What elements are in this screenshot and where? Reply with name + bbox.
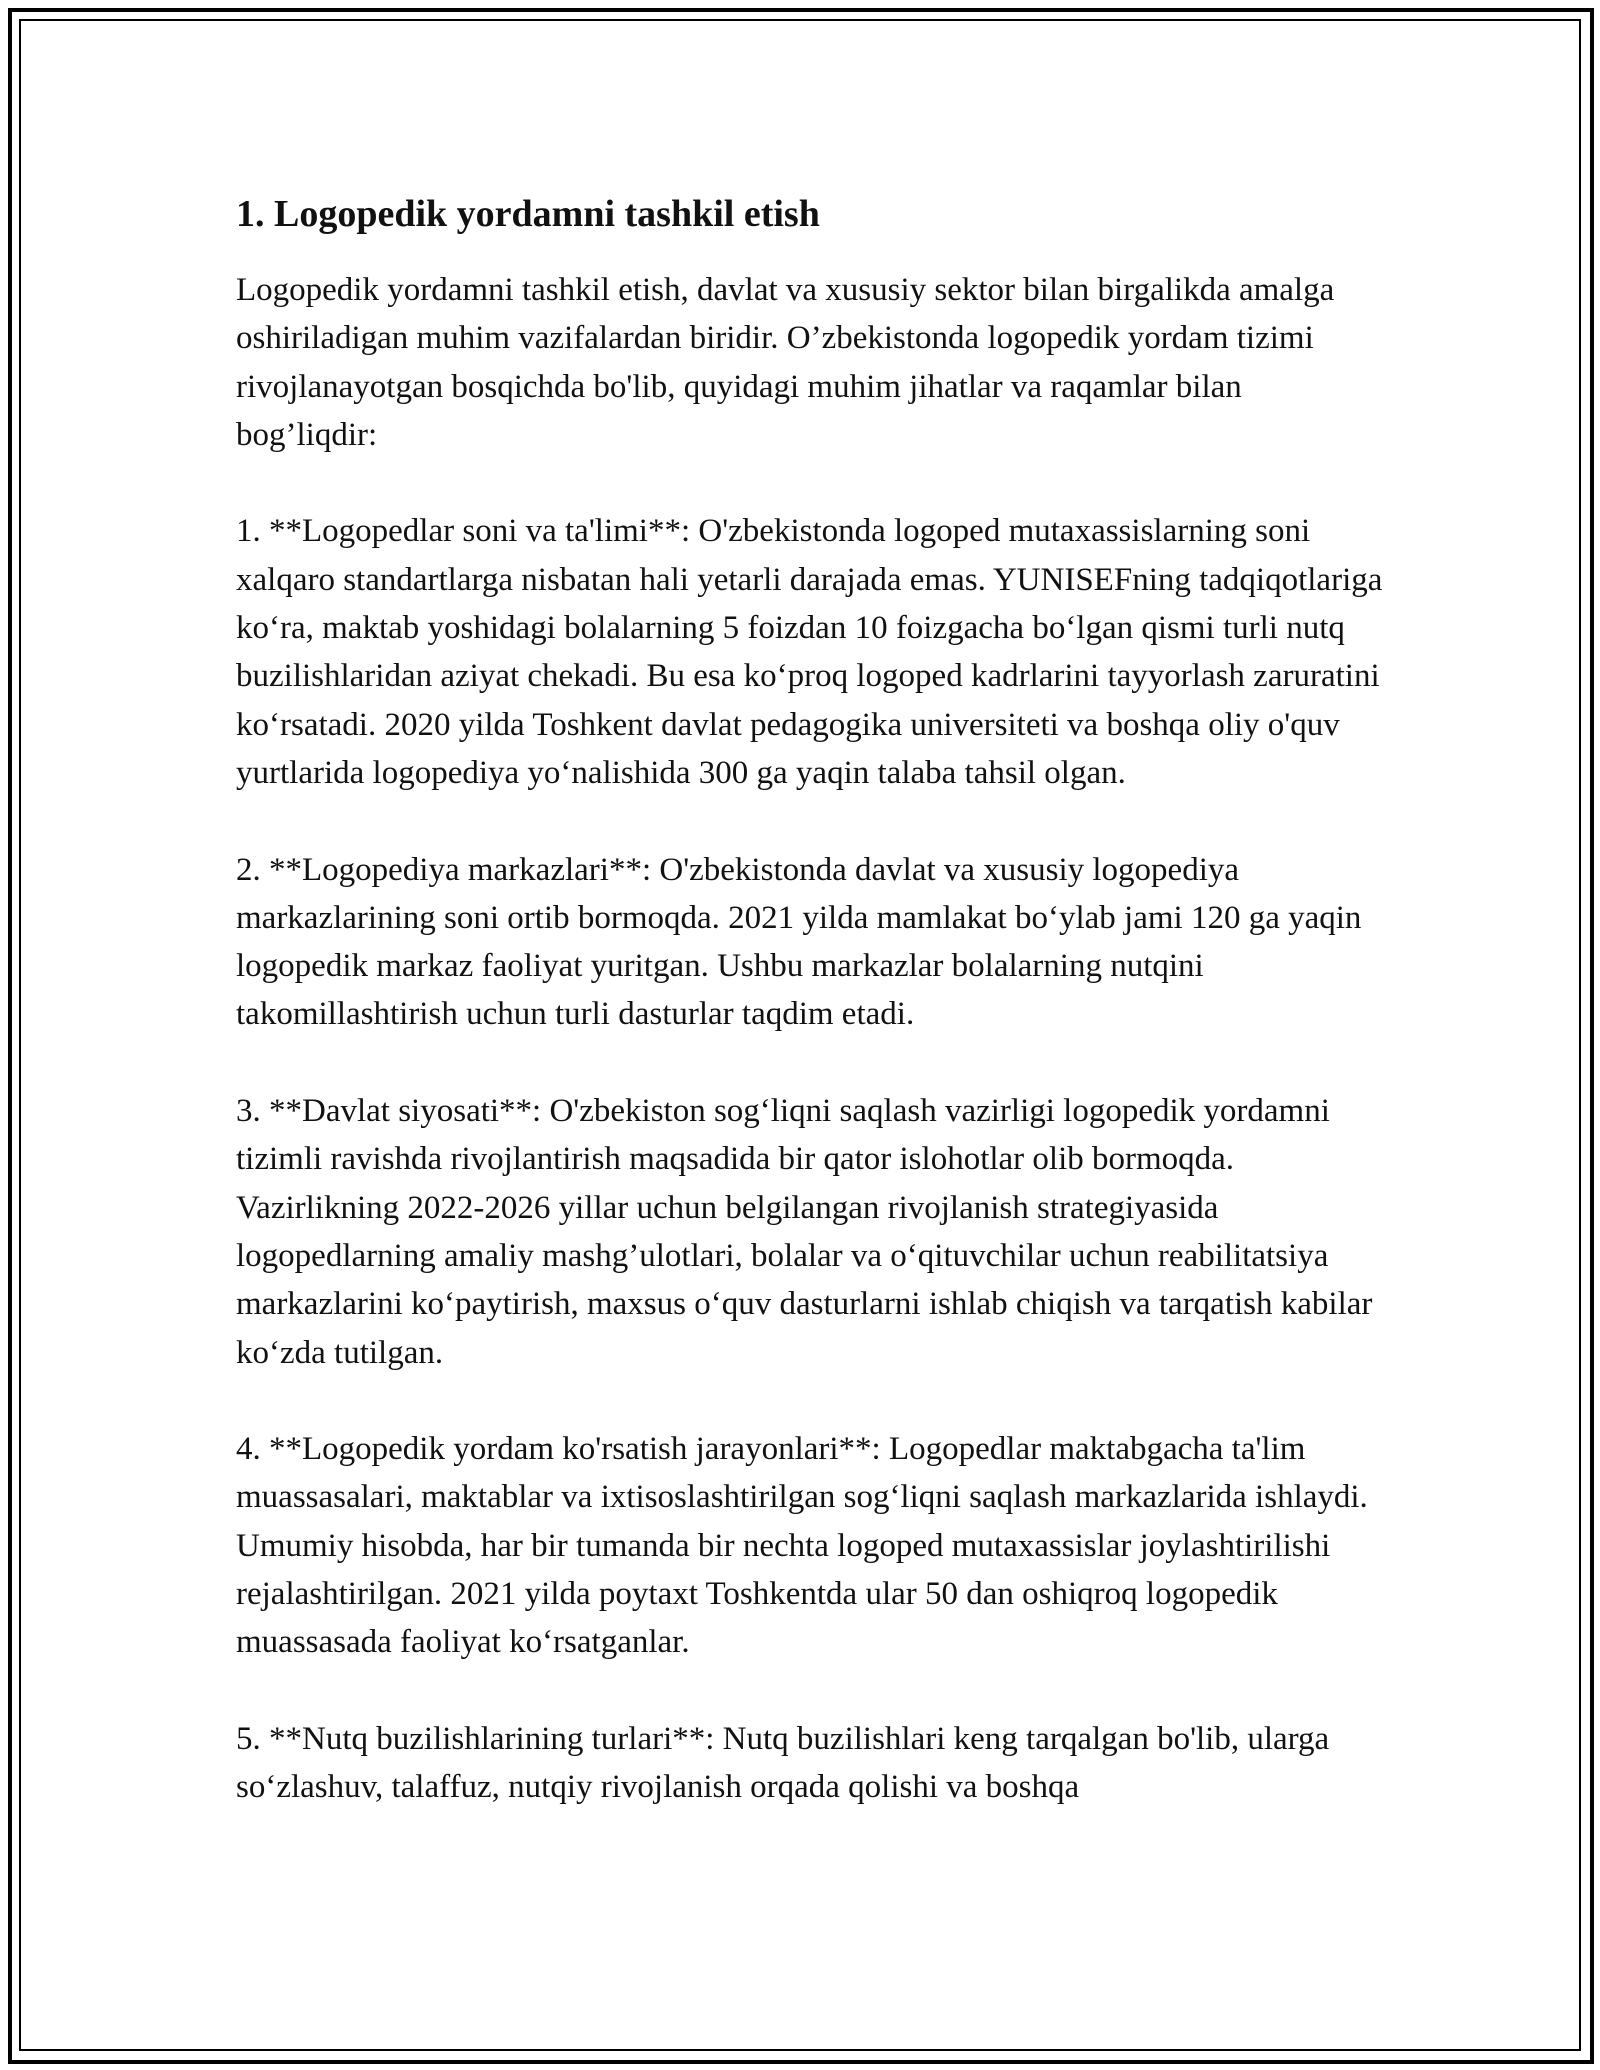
paragraph-speech-disorder-types: 5. **Nutq buzilishlarining turlari**: Nutq buzilishlari keng tarqalgan bo'lib, ularga so‘zlashuv, talaffuz, nutqiy rivojlanish orqada qolishi va boshqa — [236, 1720, 1330, 1806]
section-heading: 1. Logopedik yordamni tashkil etish — [236, 193, 820, 235]
intro-paragraph: Logopedik yordamni tashkil etish, davlat va xususiy sektor bilan birgalikda amalga oshiriladigan muhim vazifalardan biridir. O’zbekistonda logopedik yordam tizimi rivojlanayotgan bosqichda bo'lib, quyidagi muhim jihatlar va raqamlar bilan bog’liqdir: — [236, 272, 1335, 453]
paragraph-logopedists-count: 1. **Logopedlar soni va ta'limi**: O'zbekistonda logoped mutaxassislarning soni xalqaro standartlarga nisbatan hali yetarli darajada emas. YUNISEFning tadqiqotlariga ko‘ra, maktab yoshidagi bolalarning 5 foizdan 10 foizgacha bo‘lgan qismi turli nutq buzilishlaridan aziyat chekadi. Bu esa ko‘proq logoped kadrlarini tayyorlash zaruratini ko‘rsatadi. 2020 yilda Toshkent davlat pedagogika universiteti va boshqa oliy o'quv yurtlarida logopediya yo‘nalishida 300 ga yaqin talaba tahsil olgan. — [236, 513, 1383, 791]
paragraph-state-policy: 3. **Davlat siyosati**: O'zbekiston sog‘liqni saqlash vazirligi logopedik yordamni tizimli ravishda rivojlantirish maqsadida bir qator islohotlar olib bormoqda. Vazirlikning 2022-2026 yillar uchun belgilangan rivojlanish strategiyasida logopedlarning amaliy mashg’ulotlari, bolalar va o‘qituvchilar uchun reabilitatsiya markazlarini ko‘paytirish, maxsus o‘quv dasturlarni ishlab chiqish va tarqatish kabilar ko‘zda tutilgan. — [236, 1093, 1373, 1371]
paragraph-logopedic-centers: 2. **Logopediya markazlari**: O'zbekistonda davlat va xususiy logopediya markazlarining soni ortib bormoqda. 2021 yilda mamlakat bo‘ylab jami 120 ga yaqin logopedik markaz faoliyat yuritgan. Ushbu markazlar bolalarning nutqini takomillashtirish uchun turli dasturlar taqdim etadi. — [236, 851, 1362, 1033]
paragraph-service-processes: 4. **Logopedik yordam ko'rsatish jarayonlari**: Logopedlar maktabgacha ta'lim muassasalari, maktablar va ixtisoslashtirilgan sog‘liqni saqlash markazlarida ishlaydi. Umumiy hisobda, har bir tumanda bir nechta logoped mutaxassislar joylashtirilishi rejalashtirilgan. 2021 yilda poytaxt Toshkentda ular 50 dan oshiqroq logopedik muassasada faoliyat ko‘rsatganlar. — [236, 1431, 1368, 1661]
document-body — [236, 186, 1386, 1860]
